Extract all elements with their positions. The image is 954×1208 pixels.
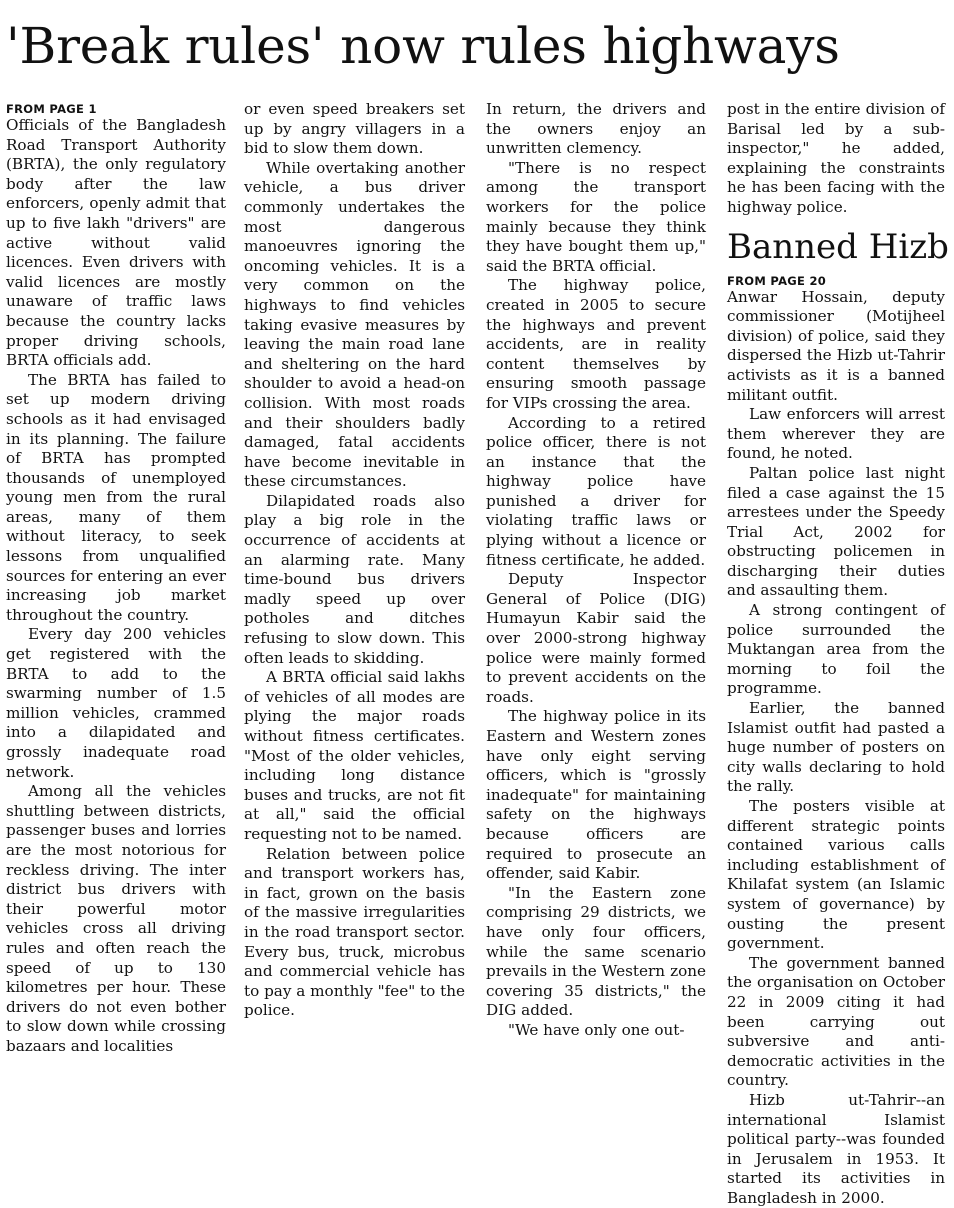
paragraph: Hizb ut-Tahrir--an international Islamist political party--was founded in Jerusalem in 1953. It started its activities in Bangladesh in 2000. (727, 1090, 945, 1207)
kicker-from-page-20: FROM PAGE 20 (727, 273, 827, 288)
paragraph-continued: post in the entire division of Barisal led by a sub-inspector," he added, explaining the constraints he has been facing with the highway police. (727, 100, 945, 216)
subheadline-banned-hizb: Banned Hizb (727, 226, 949, 267)
paragraph: Every day 200 vehicles get registered with the BRTA to add to the swarming number of 1.5 million vehicles, crammed into a dilapidated and grossly inadequate road network. (6, 625, 226, 781)
paragraph: While overtaking another vehicle, a bus driver commonly undertakes the most dangerous manoeuvres ignoring the oncoming vehicles. It is a very common on the highways to find vehicles taking evasive measures by leaving the main road lane and sheltering on the hard shoulder to avoid a head-on collision. With most roads and their shoulders badly damaged, fatal accidents have become inevitable in these circumstances. (244, 158, 465, 491)
paragraph: Deputy Inspector General of Police (DIG) Humayun Kabir said the over 2000-strong highway police were mainly formed to prevent accidents on the roads. (486, 570, 706, 706)
paragraph: According to a retired police officer, there is not an instance that the highway police have punished a driver for violating traffic laws or plying without a licence or fitness certificate, he added. (486, 413, 706, 569)
paragraph: The highway police in its Eastern and Western zones have only eight serving officers, which is "grossly inadequate" for maintaining safety on the highways because officers are required to prosecute an offender, said Kabir. (486, 707, 706, 883)
paragraph: Law enforcers will arrest them wherever they are found, he noted. (727, 405, 945, 463)
paragraph: Earlier, the banned Islamist outfit had pasted a huge number of posters on city walls declaring to hold the rally. (727, 699, 945, 796)
paragraph: Dilapidated roads also play a big role in the occurrence of accidents at an alarming rate. Many time-bound bus drivers madly speed up over potholes and ditches refusing to slow down. This often leads to skidding. (244, 491, 465, 667)
column-3 (486, 100, 706, 1056)
paragraph: Paltan police last night filed a case against the 15 arrestees under the Speedy Trial Act, 2002 for obstructing policemen in discharging their duties and assaulting them. (727, 463, 945, 600)
paragraph: Officials of the Bangladesh Road Transport Authority (BRTA), the only regulatory body after the law enforcers, openly admit that up to five lakh "drivers" are active without valid licences. Even drivers with valid licences are mostly unaware of traffic laws because the country lacks proper driving schools, BRTA officials add. (6, 116, 226, 370)
paragraph-continued: or even speed breakers set up by angry villagers in a bid to slow them down. (244, 100, 465, 158)
paragraph: Among all the vehicles shuttling between districts, passenger buses and lorries are the most notorious for reckless driving. The inter district bus drivers with their powerful motor vehicles cross all driving rules and often reach the speed of up to 130 kilometres per hour. These drivers do not even bother to slow down while crossing bazaars and localities (6, 782, 226, 1055)
paragraph: "In the Eastern zone comprising 29 districts, we have only four officers, while the same scenario prevails in the Western zone covering 35 districts," the DIG added. (486, 883, 706, 1020)
paragraph: "There is no respect among the transport workers for the police mainly because they think they have bought them up," said the BRTA official. (486, 158, 706, 275)
kicker-from-page-1: FROM PAGE 1 (6, 102, 97, 116)
paragraph: The government banned the organisation on October 22 in 2009 citing it had been carrying out subversive and anti-democratic activities in the country. (727, 953, 945, 1090)
paragraph: A BRTA official said lakhs of vehicles of all modes are plying the major roads without fitness certificates. "Most of the older vehicles, including long distance buses and trucks, are not fit at all," said the official requesting not to be named. (244, 668, 465, 843)
paragraph-continued: In return, the drivers and the owners enjoy an unwritten clemency. (486, 100, 706, 158)
column-2 (244, 100, 465, 1056)
paragraph: Relation between police and transport workers has, in fact, grown on the basis of the massive irregularities in the road transport sector. Every bus, truck, microbus and commercial vehicle has to pay a monthly "fee" to the police. (244, 844, 465, 1020)
paragraph: The posters visible at different strategic points contained various calls including establishment of Khilafat system (an Islamic system of governance) by ousting the present government. (727, 797, 945, 953)
paragraph: The highway police, created in 2005 to secure the highways and prevent accidents, are in reality content themselves by ensuring smooth passage for VIPs crossing the area. (486, 276, 706, 412)
paragraph: "We have only one out- (508, 1020, 685, 1039)
paragraph: The BRTA has failed to set up modern driving schools as it had envisaged in its planning. The failure of BRTA has prompted thousands of unemployed young men from the rural areas, many of them without literacy, to seek lessons from unqualified sources for entering an ever increasing job market throughout the country. (6, 370, 226, 624)
page-headline: 'Break rules' now rules highways (6, 17, 840, 75)
column-1 (6, 100, 226, 1056)
paragraph: Anwar Hossain, deputy commissioner (Motijheel division) of police, said they dispersed the Hizb ut-Tahrir activists as it is a banned militant outfit. (727, 287, 945, 404)
paragraph: A strong contingent of police surrounded the Muktangan area from the morning to foil the programme. (727, 601, 945, 698)
column-4 (727, 100, 949, 1207)
